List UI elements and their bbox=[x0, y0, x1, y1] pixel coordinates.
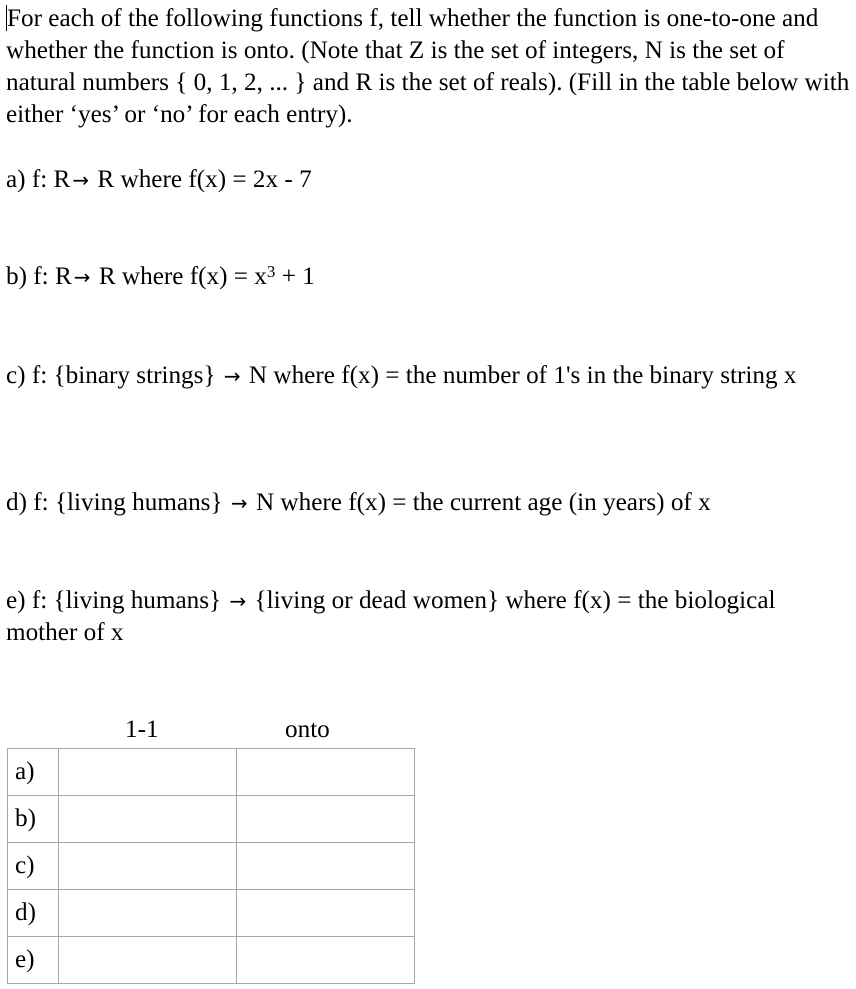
problem-c-rest: N where f(x) = the number of 1's in the binary string x bbox=[242, 362, 797, 389]
arrow-icon: → bbox=[223, 364, 241, 388]
problem-b-lead: b) f: R bbox=[6, 263, 72, 290]
column-header-one-to-one: 1-1 bbox=[125, 716, 159, 743]
instructions-text: For each of the following functions f, tell whether the function is one-to-one and whether the function is onto. (Note that Z is the set of integers, N is the set of natural numbers { 0, 1, 2, ... } and R is the set of reals). (Fill in the table below with either ‘yes’ or ‘no’ for each entry). bbox=[6, 5, 850, 128]
problem-a-lead: a) f: R bbox=[6, 166, 71, 193]
table-row bbox=[8, 843, 415, 890]
one-to-one-cell[interactable] bbox=[59, 796, 237, 843]
onto-cell[interactable] bbox=[237, 937, 415, 984]
onto-cell[interactable] bbox=[237, 796, 415, 843]
onto-cell[interactable] bbox=[237, 749, 415, 796]
one-to-one-cell[interactable] bbox=[59, 843, 237, 890]
table-row bbox=[8, 890, 415, 937]
row-label: e) bbox=[8, 937, 59, 984]
instructions-paragraph bbox=[6, 3, 852, 131]
problem-e-rest: {living or dead women} where f(x) = the biological mother of x bbox=[6, 587, 776, 646]
problem-b-exponent: 3 bbox=[266, 262, 276, 281]
problem-c bbox=[6, 360, 852, 392]
column-header-onto: onto bbox=[285, 716, 330, 743]
problem-d-lead: d) f: {living humans} bbox=[6, 489, 229, 516]
one-to-one-cell[interactable] bbox=[59, 749, 237, 796]
row-label: d) bbox=[8, 890, 59, 937]
row-label: b) bbox=[8, 796, 59, 843]
problem-d bbox=[6, 487, 852, 519]
onto-cell[interactable] bbox=[237, 890, 415, 937]
onto-cell[interactable] bbox=[237, 843, 415, 890]
problem-e bbox=[6, 585, 852, 649]
table-row bbox=[8, 937, 415, 984]
one-to-one-cell[interactable] bbox=[59, 890, 237, 937]
arrow-icon: → bbox=[229, 589, 247, 613]
one-to-one-cell[interactable] bbox=[59, 937, 237, 984]
table-row bbox=[8, 749, 415, 796]
problem-b-tail: + 1 bbox=[275, 263, 315, 290]
problem-b-rest: R where f(x) = x bbox=[92, 263, 267, 290]
row-label: a) bbox=[8, 749, 59, 796]
arrow-icon: → bbox=[72, 168, 90, 192]
problem-c-lead: c) f: {binary strings} bbox=[6, 362, 222, 389]
problem-d-rest: N where f(x) = the current age (in years) of x bbox=[249, 489, 711, 516]
table-row bbox=[8, 796, 415, 843]
problem-a bbox=[6, 164, 852, 196]
row-label: c) bbox=[8, 843, 59, 890]
problem-e-lead: e) f: {living humans} bbox=[6, 587, 228, 614]
answer-table bbox=[7, 748, 415, 984]
problem-a-rest: R where f(x) = 2x - 7 bbox=[91, 166, 312, 193]
arrow-icon: → bbox=[230, 491, 248, 515]
arrow-icon: → bbox=[73, 265, 91, 289]
problem-b bbox=[6, 261, 852, 293]
